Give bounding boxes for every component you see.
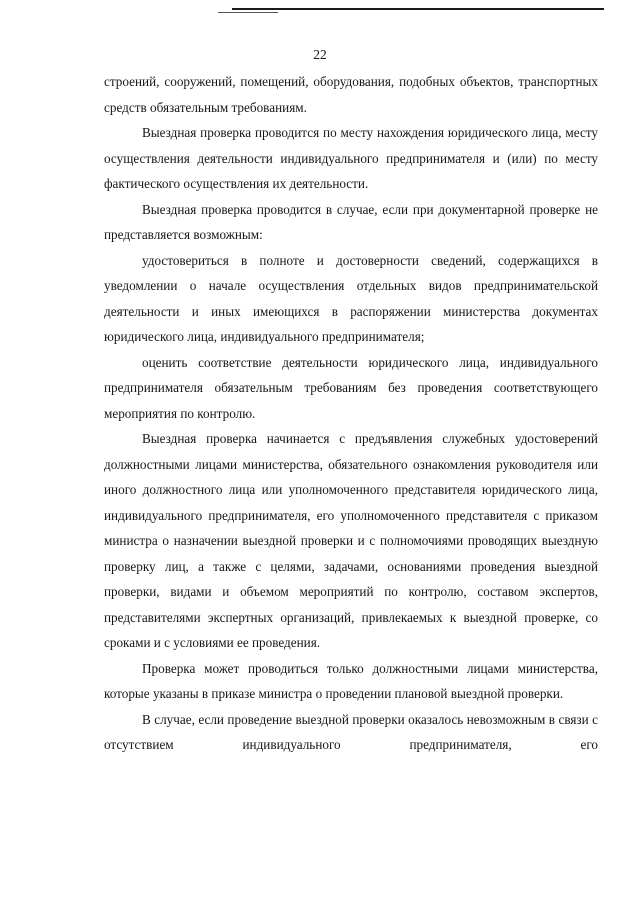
paragraph-4: удостовериться в полноте и достоверности сведений, содержащихся в уведомлении о начале осуществления отдельных видов предпринимательской деятельности и иных имеющихся в распоряжении министерства документах юридического лица, индивидуального предпринимателя; bbox=[104, 252, 598, 344]
paragraph-3: Выездная проверка проводится в случае, если при документарной проверке не представляется возможным: bbox=[104, 201, 598, 242]
paragraph-8: В случае, если проведение выездной проверки оказалось невозможным в связи с отсутствием индивидуального предпринимателя, его bbox=[104, 711, 598, 752]
page-number: 22 bbox=[313, 47, 327, 62]
paragraph-5: оценить соответствие деятельности юридического лица, индивидуального предпринимателя обязательным требованиям без проведения соответствующего мероприятия по контролю. bbox=[104, 354, 598, 421]
header-rule-short bbox=[218, 12, 278, 13]
document-body bbox=[104, 69, 598, 758]
paragraph-6: Выездная проверка начинается с предъявления служебных удостоверений должностными лицами министерства, обязательного ознакомления руководителя или иного должностного лица или уполномоченного представителя юридического лица, индивидуального предпринимателя, его уполномоченного представителя с приказом министра о назначении выездной проверки и с полномочиями проводящих выездную проверку лиц, а также с целями, задачами, основаниями проведения выездной проверки, видами и объемом мероприятий по контролю, составом экспертов, представителями экспертных организаций, привлекаемых к выездной проверке, со сроками и с условиями ее проведения. bbox=[104, 431, 598, 650]
paragraph-7: Проверка может проводиться только должностными лицами министерства, которые указаны в приказе министра о проведении плановой выездной проверки. bbox=[104, 660, 598, 701]
header-rule bbox=[232, 8, 604, 10]
paragraph-2: Выездная проверка проводится по месту нахождения юридического лица, месту осуществления деятельности индивидуального предпринимателя и (или) по месту фактического осуществления их деятельности. bbox=[104, 125, 598, 191]
paragraph-1: строений, сооружений, помещений, оборудования, подобных объектов, транспортных средств обязательным требованиям. bbox=[104, 74, 598, 115]
